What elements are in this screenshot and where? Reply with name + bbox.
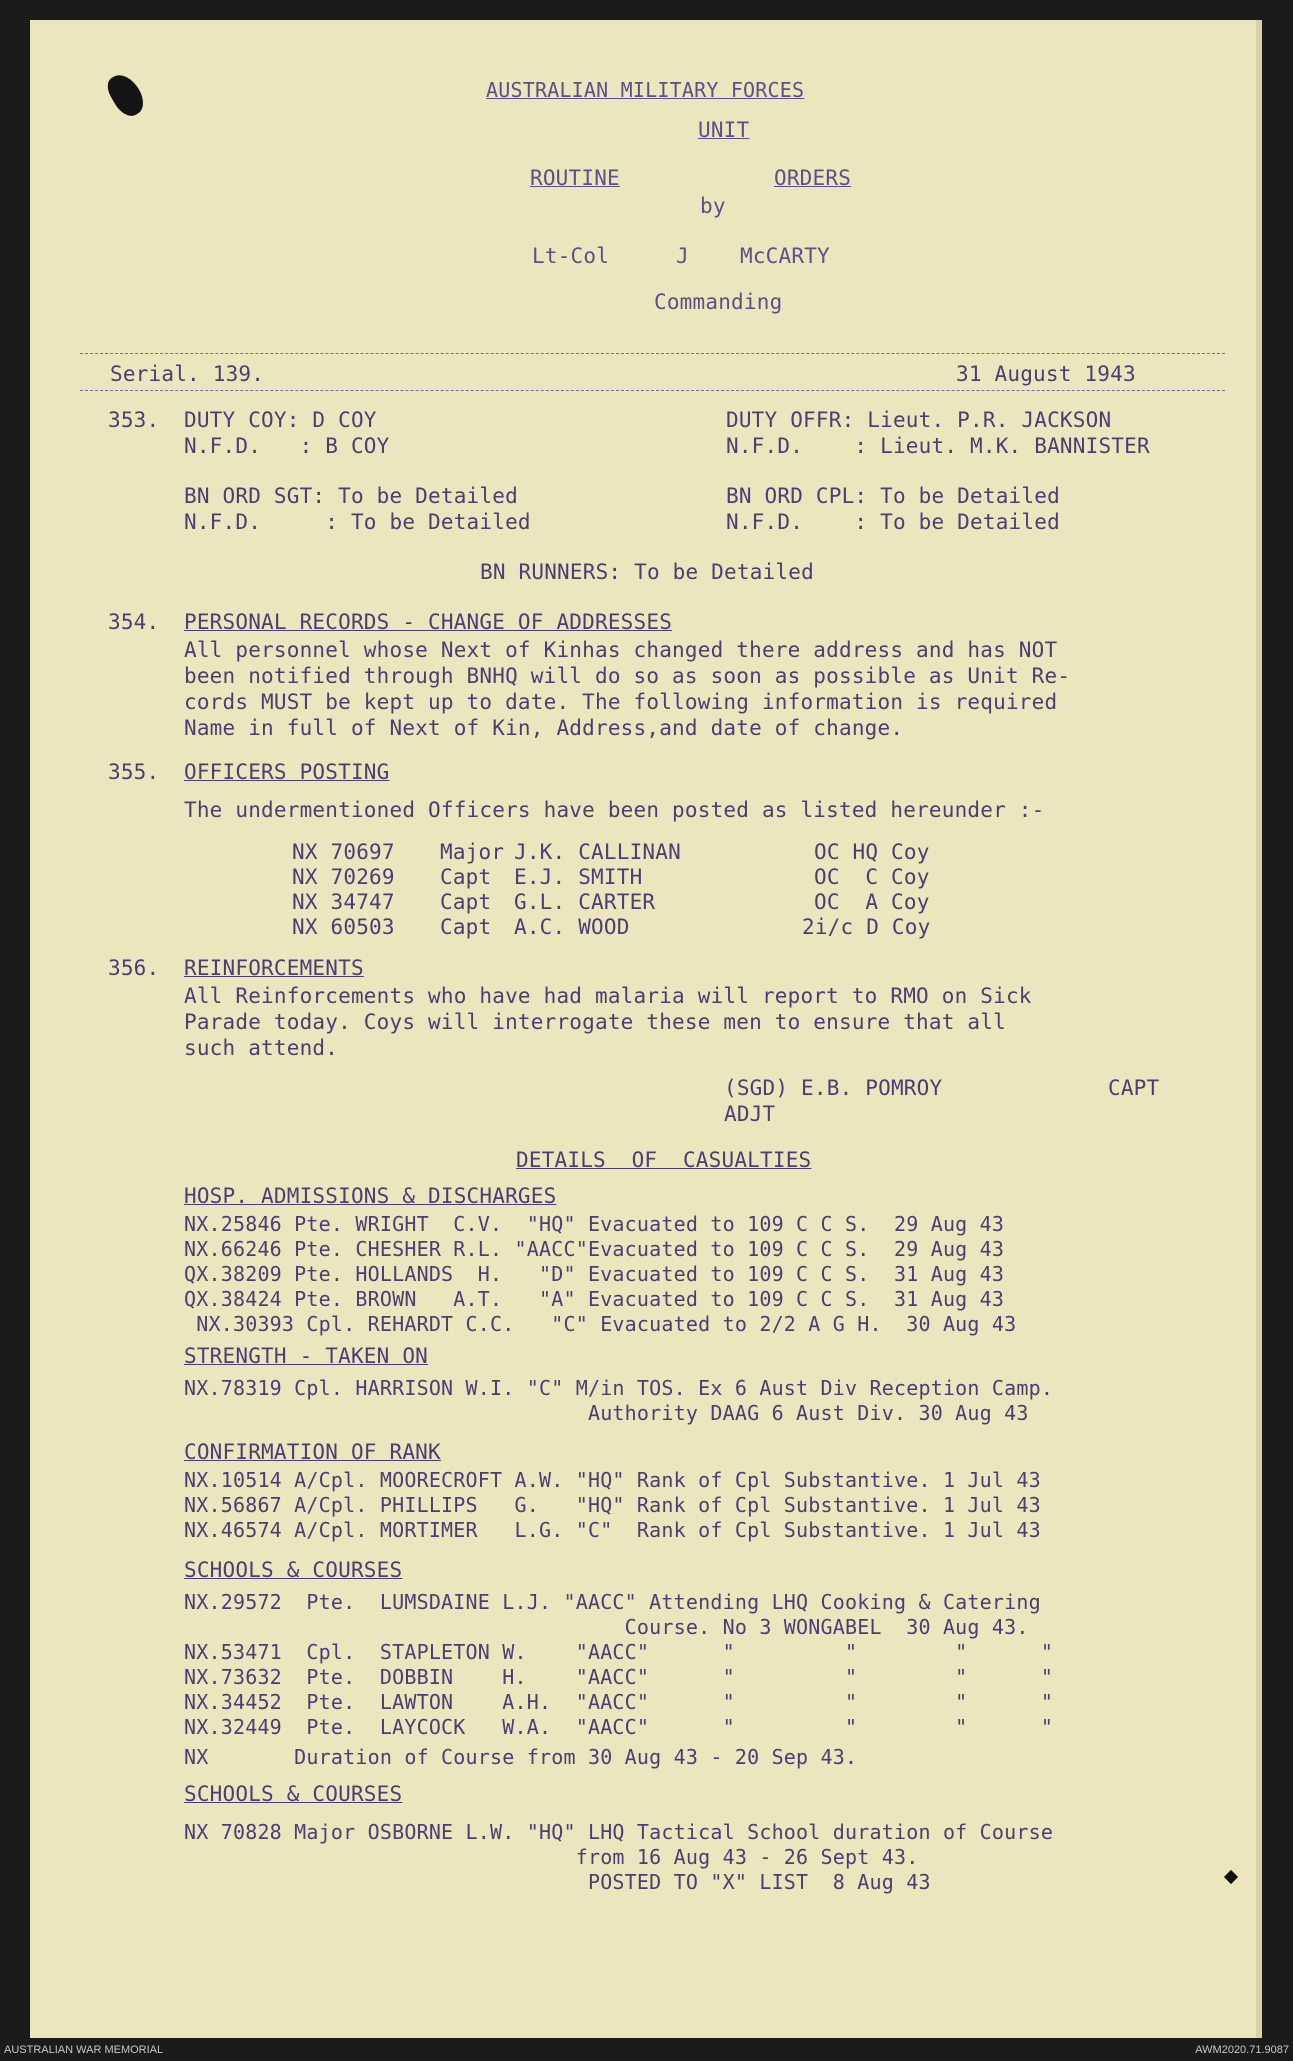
- nfd-offr: N.F.D. : Lieut. M.K. BANNISTER: [726, 434, 1150, 458]
- officer-rank: Capt: [440, 865, 492, 889]
- strength-row: Authority DAAG 6 Aust Div. 30 Aug 43: [184, 1401, 1029, 1425]
- schools2-row: POSTED TO "X" LIST 8 Aug 43: [184, 1870, 931, 1894]
- item-353-number: 353.: [108, 408, 160, 432]
- header-routine: ROUTINE: [530, 166, 620, 190]
- officer-number: NX 34747: [292, 890, 395, 914]
- officer-rank: Major: [440, 840, 505, 864]
- schools-row: NX.73632 Pte. DOBBIN H. "AACC" " " " ": [184, 1665, 1054, 1689]
- schools-row: NX.32449 Pte. LAYCOCK W.A. "AACC" " " " ": [184, 1715, 1054, 1739]
- nfd-coy: N.F.D. : B COY: [184, 434, 390, 458]
- hosp-row: QX.38424 Pte. BROWN A.T. "A" Evacuated to 109 C C S. 31 Aug 43: [184, 1287, 1005, 1311]
- bn-runners: BN RUNNERS: To be Detailed: [480, 560, 814, 584]
- item-355-number: 355.: [108, 760, 160, 784]
- officer-number: NX 70269: [292, 865, 395, 889]
- officer-number: NX 60503: [292, 915, 395, 939]
- confirmation-title: CONFIRMATION OF RANK: [184, 1440, 441, 1464]
- officers-intro: The undermentioned Officers have been posted as listed hereunder :-: [184, 798, 1045, 822]
- duty-offr: DUTY OFFR: Lieut. P.R. JACKSON: [726, 408, 1112, 432]
- header-orders: ORDERS: [774, 166, 852, 190]
- signature-role: ADJT: [724, 1102, 776, 1126]
- officer-rank: Capt: [440, 915, 492, 939]
- officer-post: OC HQ Coy: [814, 840, 930, 864]
- officer-name: E.J. SMITH: [514, 865, 643, 889]
- records-line: been notified through BNHQ will do so as soon as possible as Unit Re-: [184, 664, 1071, 688]
- reinf-line: Parade today. Coys will interrogate these men to ensure that all: [184, 1010, 1006, 1034]
- header-rank: Lt-Col: [532, 244, 610, 268]
- schools-row: Course. No 3 WONGABEL 30 Aug 43.: [184, 1615, 1029, 1639]
- serial-label: Serial. 139.: [110, 362, 265, 386]
- rule-top: [80, 353, 1225, 354]
- records-title: PERSONAL RECORDS - CHANGE OF ADDRESSES: [184, 610, 673, 634]
- records-line: cords MUST be kept up to date. The following information is required: [184, 690, 1058, 714]
- hosp-row: QX.38209 Pte. HOLLANDS H. "D" Evacuated to 109 C C S. 31 Aug 43: [184, 1262, 1005, 1286]
- schools2-row: from 16 Aug 43 - 26 Sept 43.: [184, 1845, 919, 1869]
- schools2-title: SCHOOLS & COURSES: [184, 1782, 403, 1806]
- footer-bar: [0, 2040, 1293, 2061]
- confirmation-row: NX.46574 A/Cpl. MORTIMER L.G. "C" Rank of Cpl Substantive. 1 Jul 43: [184, 1518, 1041, 1542]
- records-line: All personnel whose Next of Kinhas changed there address and has NOT: [184, 638, 1058, 662]
- footer-archive: AUSTRALIAN WAR MEMORIAL: [4, 2044, 164, 2056]
- header-by: by: [700, 194, 726, 218]
- footer-accession: AWM2020.71.9087: [1195, 2044, 1289, 2056]
- schools-title: SCHOOLS & COURSES: [184, 1558, 403, 1582]
- strength-row: NX.78319 Cpl. HARRISON W.I. "C" M/in TOS. Ex 6 Aust Div Reception Camp.: [184, 1376, 1054, 1400]
- casualties-title: DETAILS OF CASUALTIES: [516, 1148, 812, 1172]
- officer-name: J.K. CALLINAN: [514, 840, 681, 864]
- hosp-row: NX.66246 Pte. CHESHER R.L. "AACC"Evacuated to 109 C C S. 29 Aug 43: [184, 1237, 1005, 1261]
- hosp-row: NX.30393 Cpl. REHARDT C.C. "C" Evacuated to 2/2 A G H. 30 Aug 43: [184, 1312, 1017, 1336]
- officers-title: OFFICERS POSTING: [184, 760, 390, 784]
- nfd-cpl: N.F.D. : To be Detailed: [726, 510, 1060, 534]
- schools-row: NX.29572 Pte. LUMSDAINE L.J. "AACC" Attending LHQ Cooking & Catering: [184, 1590, 1041, 1614]
- header-name: McCARTY: [740, 244, 830, 268]
- officer-rank: Capt: [440, 890, 492, 914]
- item-356-number: 356.: [108, 956, 160, 980]
- officer-post: 2i/c D Coy: [802, 915, 931, 939]
- item-354-number: 354.: [108, 610, 160, 634]
- schools-row: NX.34452 Pte. LAWTON A.H. "AACC" " " " ": [184, 1690, 1054, 1714]
- reinf-title: REINFORCEMENTS: [184, 956, 364, 980]
- records-line: Name in full of Next of Kin, Address,and date of change.: [184, 716, 904, 740]
- officer-post: OC C Coy: [814, 865, 930, 889]
- header-line1: AUSTRALIAN MILITARY FORCES: [486, 78, 805, 102]
- reinf-line: such attend.: [184, 1036, 339, 1060]
- officer-post: OC A Coy: [814, 890, 930, 914]
- nfd-sgt: N.F.D. : To be Detailed: [184, 510, 531, 534]
- header-commanding: Commanding: [654, 290, 783, 314]
- officer-name: G.L. CARTER: [514, 890, 656, 914]
- rule-bottom: [80, 390, 1225, 391]
- schools2-row: NX 70828 Major OSBORNE L.W. "HQ" LHQ Tactical School duration of Course: [184, 1820, 1054, 1844]
- header-initial: J: [676, 244, 689, 268]
- confirmation-row: NX.10514 A/Cpl. MOORECROFT A.W. "HQ" Rank of Cpl Substantive. 1 Jul 43: [184, 1468, 1041, 1492]
- schools-row: NX.53471 Cpl. STAPLETON W. "AACC" " " " ": [184, 1640, 1054, 1664]
- strength-title: STRENGTH - TAKEN ON: [184, 1344, 429, 1368]
- reinf-line: All Reinforcements who have had malaria will report to RMO on Sick: [184, 984, 1032, 1008]
- hosp-row: NX.25846 Pte. WRIGHT C.V. "HQ" Evacuated to 109 C C S. 29 Aug 43: [184, 1212, 1005, 1236]
- officer-number: NX 70697: [292, 840, 395, 864]
- confirmation-row: NX.56867 A/Cpl. PHILLIPS G. "HQ" Rank of Cpl Substantive. 1 Jul 43: [184, 1493, 1041, 1517]
- bn-ord-cpl: BN ORD CPL: To be Detailed: [726, 484, 1060, 508]
- header-line2: UNIT: [698, 118, 750, 142]
- schools-duration: NX Duration of Course from 30 Aug 43 - 20 Sep 43.: [184, 1745, 858, 1769]
- officer-name: A.C. WOOD: [514, 915, 630, 939]
- serial-date: 31 August 1943: [956, 362, 1136, 386]
- bn-ord-sgt: BN ORD SGT: To be Detailed: [184, 484, 518, 508]
- hosp-title: HOSP. ADMISSIONS & DISCHARGES: [184, 1184, 557, 1208]
- signature: (SGD) E.B. POMROY: [724, 1076, 943, 1100]
- duty-coy: DUTY COY: D COY: [184, 408, 377, 432]
- signature-rank: CAPT: [1108, 1076, 1160, 1100]
